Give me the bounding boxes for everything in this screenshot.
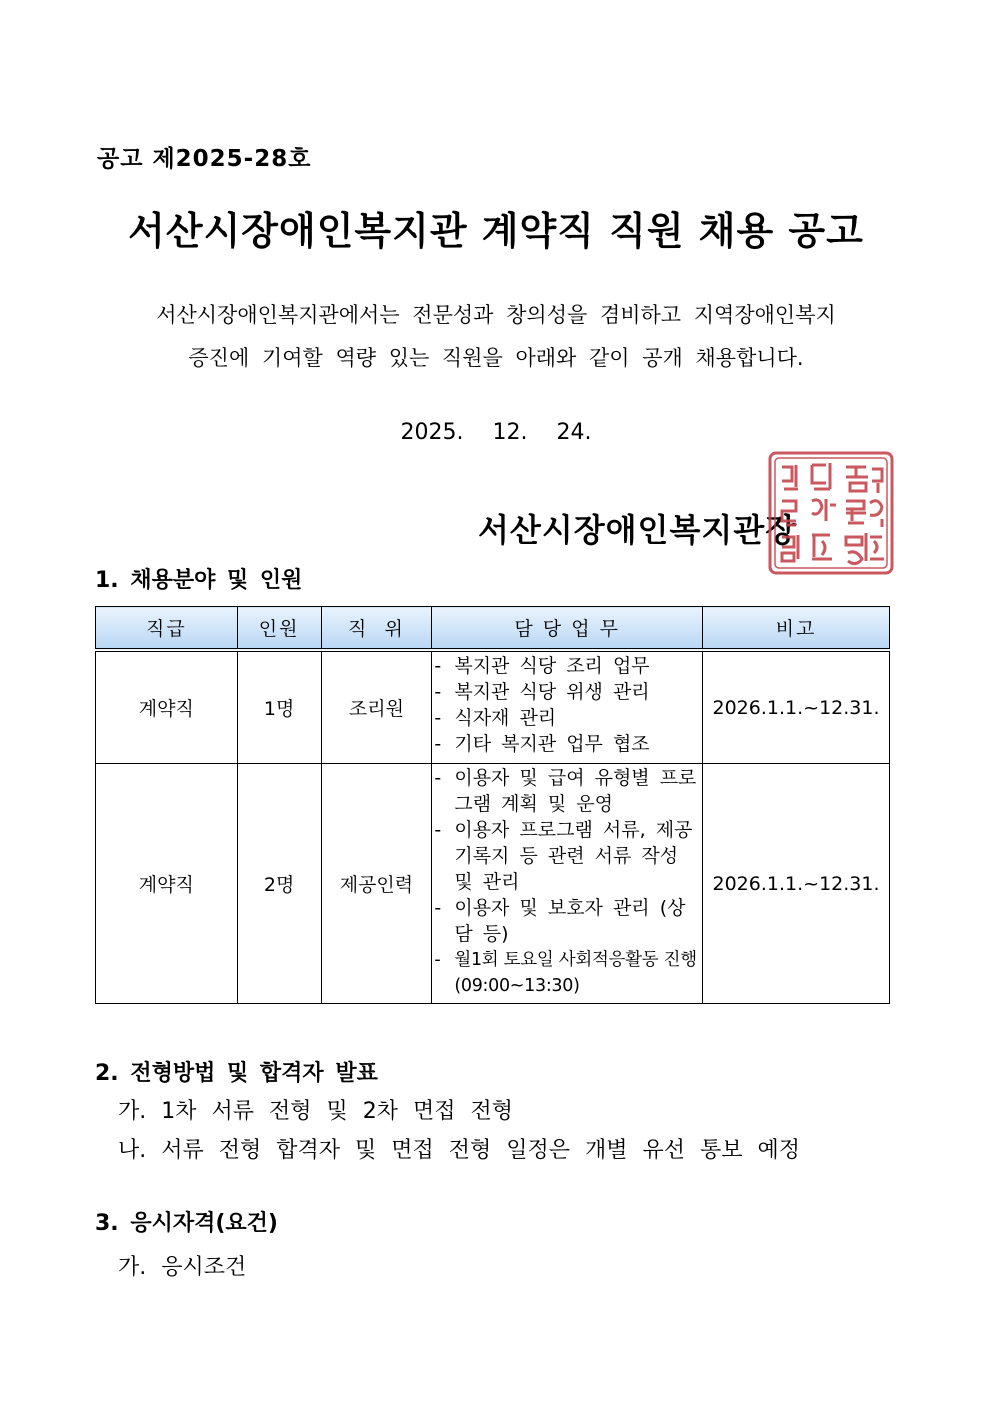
header-position: 직 위 <box>321 607 432 651</box>
section-3-heading: 3. 응시자격(요건) <box>95 1211 278 1236</box>
section-2-item-1: 가. 1차 서류 전형 및 2차 면접 전형 <box>118 1099 513 1124</box>
announcement-date: 2025. 12. 24. <box>400 420 592 445</box>
cell-grade: 계약직 <box>96 764 238 1004</box>
cell-duties <box>432 764 703 1004</box>
page-title: 서산시장애인복지관 계약직 직원 채용 공고 <box>128 209 864 253</box>
duty-item: - 복지관 식당 조리 업무 <box>432 653 700 679</box>
cell-count: 2명 <box>237 764 321 1004</box>
cell-note: 2026.1.1.~12.31. <box>703 764 890 1004</box>
duty-item: - 식자재 관리 <box>432 705 700 731</box>
cell-duties <box>432 650 703 764</box>
intro-line-2: 증진에 기여할 역량 있는 직원을 아래와 같이 공개 채용합니다. <box>188 346 804 370</box>
section-2-heading: 2. 전형방법 및 합격자 발표 <box>95 1061 378 1086</box>
section-2-item-2: 나. 서류 전형 합격자 및 면접 전형 일정은 개별 유선 통보 예정 <box>118 1138 800 1163</box>
header-grade: 직급 <box>96 607 238 651</box>
table-row <box>96 764 890 1004</box>
cell-grade: 계약직 <box>96 650 238 764</box>
official-seal-stamp <box>766 449 896 577</box>
cell-count: 1명 <box>237 650 321 764</box>
duty-item: - 이용자 및 급여 유형별 프로그램 계획 및 운영 <box>432 765 700 817</box>
notice-number: 공고 제2025-28호 <box>97 146 312 172</box>
section-3-item-1: 가. 응시조건 <box>118 1255 247 1280</box>
duty-item: - 이용자 프로그램 서류, 제공기록지 등 관련 서류 작성 및 관리 <box>432 817 700 895</box>
header-note: 비고 <box>703 607 890 651</box>
duty-item: - 월1회 토요일 사회적응활동 진행 (09:00~13:30) <box>432 947 700 999</box>
header-count: 인원 <box>237 607 321 651</box>
intro-line-1: 서산시장애인복지관에서는 전문성과 창의성을 겸비하고 지역장애인복지 <box>156 303 836 327</box>
duty-item: - 복지관 식당 위생 관리 <box>432 679 700 705</box>
duty-item: - 이용자 및 보호자 관리 (상담 등) <box>432 895 700 947</box>
table-row <box>96 650 890 764</box>
signer-name: 서산시장애인복지관장 <box>478 511 798 549</box>
duty-item: - 기타 복지관 업무 협조 <box>432 731 700 757</box>
header-duties: 담 당 업 무 <box>432 607 703 651</box>
cell-position: 조리원 <box>321 650 432 764</box>
section-1-heading: 1. 채용분야 및 인원 <box>95 568 303 593</box>
cell-position: 제공인력 <box>321 764 432 1004</box>
table-header-row <box>96 607 890 651</box>
cell-note: 2026.1.1.~12.31. <box>703 650 890 764</box>
recruitment-table <box>95 606 890 1004</box>
